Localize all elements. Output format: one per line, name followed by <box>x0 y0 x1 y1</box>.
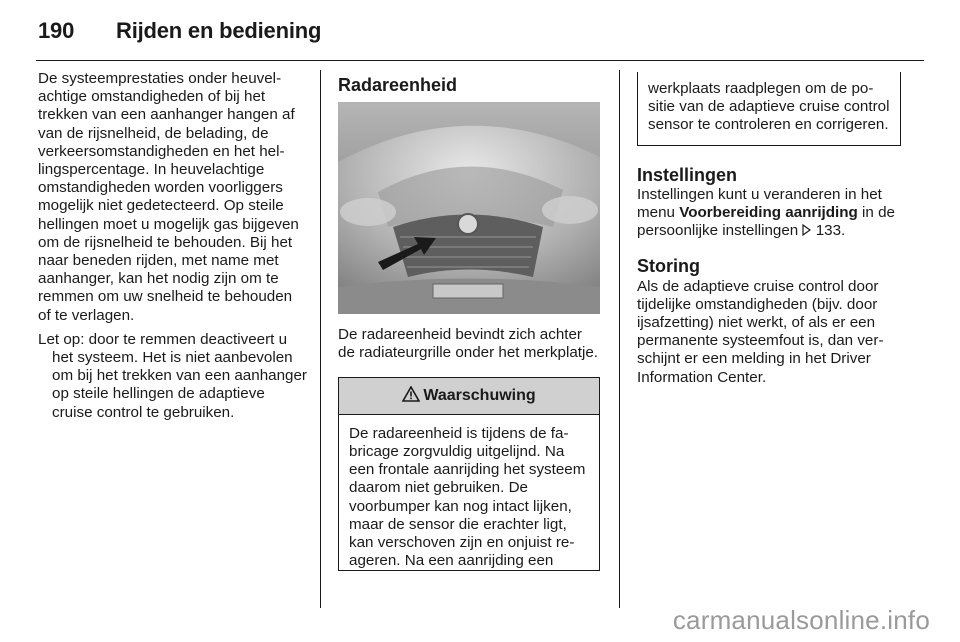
section-title-settings: Instellingen <box>637 164 738 185</box>
column-1 <box>38 70 308 428</box>
page-header <box>38 18 321 44</box>
settings-paragraph <box>637 186 903 242</box>
column-3 <box>637 72 903 393</box>
menu-name: Voorbereiding aanrijding <box>679 204 858 222</box>
page-reference: 133. <box>811 222 846 240</box>
watermark: carmanualsonline.info <box>672 605 930 635</box>
paragraph-hill-conditions: De systeemprestaties onder heuvelachtige omstandigheden of bij het trekken van een aanhanger hangen af van de rijsnelheid, de belading, de verkeersomstandigheden en het hellingspercentage. In heuvelachtige omstandigheden worden voorliggers mogelijk niet gedetecteerd. Op steile hellingen moet u mogelijk gas bijgeven om de rijsnelheid te behouden. Bij het naar beneden rijden, met name met aanhanger, kan het nodig zijn om te remmen om uw snelheid te behouden of te verlagen. <box>38 70 299 324</box>
column-divider-2 <box>619 70 620 608</box>
section-title-radar: Radareenheid <box>338 75 458 95</box>
column-2 <box>338 70 600 571</box>
column-divider-1 <box>320 70 321 608</box>
car-front-illustration <box>338 102 600 314</box>
settings-text-after: in de persoonlijke instellingen <box>637 204 895 240</box>
settings-text: Instellingen kunt u veranderen in het menu <box>637 185 882 222</box>
header-rule <box>36 60 924 61</box>
warning-title: Waarschuwing <box>423 386 536 404</box>
page-number: 190 <box>38 18 75 43</box>
warning-continuation-text: werkplaats raadplegen om de positie van de adaptieve cruise control sensor te controleren en corrigeren. <box>648 80 890 134</box>
warning-header <box>339 378 599 415</box>
section-title-fault: Storing <box>637 256 700 277</box>
warning-triangle-icon <box>402 386 420 407</box>
page-title: Rijden en bediening <box>116 18 322 43</box>
warning-body: De radareenheid is tijdens de fabricage zorgvuldig uitgelijnd. Na een frontale aanrijding het systeem daarom niet gebruiken. De voorbumper kan nog intact lijken, maar de sensor die erachter ligt, kan verschoven zijn en onjuist reageren. Na een aanrijding een <box>349 424 586 570</box>
car-front-photo <box>338 102 600 314</box>
fault-paragraph: Als de adaptieve cruise control door tijdelijke omstandigheden (bijv. door ijsafzetting) niet werkt, of als er een permanente systeemfout is, dan verschijnt er een melding in het Driver Information Center. <box>637 277 884 386</box>
warning-box <box>338 377 600 572</box>
radar-caption: De radareenheid bevindt zich achter de radiateurgrille onder het merkplatje. <box>338 326 599 362</box>
warning-continuation-box <box>637 72 901 146</box>
paragraph-brake-note: Let op: door te remmen deactiveert u het systeem. Het is niet aanbevolen om bij het trekken van een aanhanger op steile hellingen de adaptieve cruise control te gebruiken. <box>38 330 307 421</box>
